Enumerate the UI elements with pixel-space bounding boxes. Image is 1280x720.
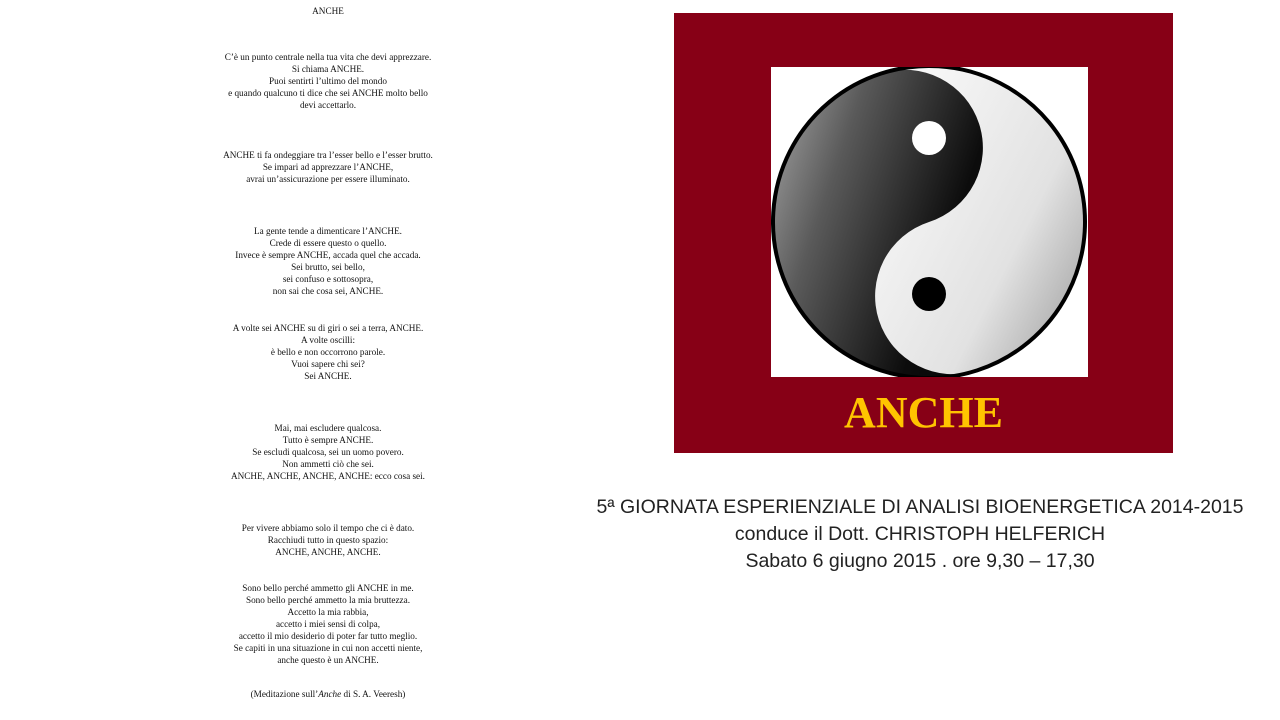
credit-word: Anche: [318, 689, 342, 699]
poem-line: devi accettarlo.: [299, 100, 357, 110]
credit-prefix: (Meditazione sull’: [250, 689, 319, 699]
poem-stanza-4: [80, 322, 576, 382]
poem-stanza-2: [80, 149, 576, 185]
event-conductor: conduce il Dott. CHRISTOPH HELFERICH: [734, 523, 1106, 545]
poem-line: ANCHE, ANCHE, ANCHE.: [275, 547, 381, 557]
poem-line: Sono bello perché ammetto gli ANCHE in me.: [242, 583, 414, 593]
poem-line: e quando qualcuno ti dice che sei ANCHE molto bello: [228, 88, 428, 98]
poem-line: Tutto è sempre ANCHE.: [282, 435, 374, 445]
event-title: 5ª GIORNATA ESPERIENZIALE DI ANALISI BIOENERGETICA 2014-2015: [596, 496, 1244, 518]
poem-text: [80, 5, 576, 700]
poem-line: è bello e non occorrono parole.: [270, 347, 386, 357]
yin-yang-icon: [771, 67, 1088, 377]
poster-title: ANCHE: [844, 388, 1003, 437]
poem-line: Vuoi sapere chi sei?: [291, 359, 365, 369]
poem-line: Per vivere abbiamo solo il tempo che ci è dato.: [241, 523, 415, 533]
poem-line: La gente tende a dimenticare l’ANCHE.: [254, 226, 402, 236]
poem-line: Sei brutto, sei bello,: [291, 262, 365, 272]
poem-line: ANCHE, ANCHE, ANCHE, ANCHE: ecco cosa sei.: [231, 471, 425, 481]
poem-line: A volte sei ANCHE su di giri o sei a terra, ANCHE.: [232, 323, 424, 333]
poem-line: anche questo è un ANCHE.: [277, 655, 379, 665]
poem-line: Se impari ad apprezzare l’ANCHE,: [262, 162, 394, 172]
poem-line: Se capiti in una situazione in cui non accetti niente,: [233, 643, 423, 653]
poem-line: accetto i miei sensi di colpa,: [275, 619, 381, 629]
poem-line: Accetto la mia rabbia,: [287, 607, 369, 617]
poem-title: ANCHE: [312, 6, 344, 16]
poem-line: ANCHE ti fa ondeggiare tra l’esser bello e l’esser brutto.: [223, 150, 433, 160]
poem-line: accetto il mio desiderio di poter far tutto meglio.: [238, 631, 418, 641]
poem-stanza-6: [80, 522, 576, 558]
poem-line: Sono bello perché ammetto la mia bruttezza.: [245, 595, 411, 605]
poem-line: Puoi sentirti l’ultimo del mondo: [269, 76, 387, 86]
event-info: [560, 494, 1280, 575]
poem-line: Non ammetti ciò che sei.: [282, 459, 374, 469]
poem-line: A volte oscilli:: [300, 335, 356, 345]
emblem-box: [771, 67, 1088, 377]
poem-stanza-7: [80, 582, 576, 666]
poem-stanza-1: [80, 51, 576, 111]
poem-stanza-3: [80, 225, 576, 297]
poem-line: Sei ANCHE.: [304, 371, 352, 381]
credit-suffix: di S. A. Veeresh): [341, 689, 406, 699]
poem-line: C’è un punto centrale nella tua vita che devi apprezzare.: [224, 52, 432, 62]
poem-line: Racchiudi tutto in questo spazio:: [267, 535, 389, 545]
poem-line: Si chiama ANCHE.: [291, 64, 365, 74]
yin-dot: [912, 121, 946, 155]
poem-line: Mai, mai escludere qualcosa.: [274, 423, 382, 433]
poem-line: Invece è sempre ANCHE, accada quel che accada.: [235, 250, 421, 260]
yang-dot: [912, 277, 946, 311]
poster-panel: [674, 13, 1173, 453]
poem-line: avrai un’assicurazione per essere illuminato.: [246, 174, 410, 184]
poem-line: non sai che cosa sei, ANCHE.: [272, 286, 384, 296]
poem-line: sei confuso e sottosopra,: [282, 274, 374, 284]
event-date-time: Sabato 6 giugno 2015 . ore 9,30 – 17,30: [745, 550, 1095, 572]
poem-stanza-5: [80, 422, 576, 482]
poem-credit: [80, 688, 576, 700]
poem-line: Crede di essere questo o quello.: [269, 238, 387, 248]
poem-line: Se escludi qualcosa, sei un uomo povero.: [252, 447, 404, 457]
